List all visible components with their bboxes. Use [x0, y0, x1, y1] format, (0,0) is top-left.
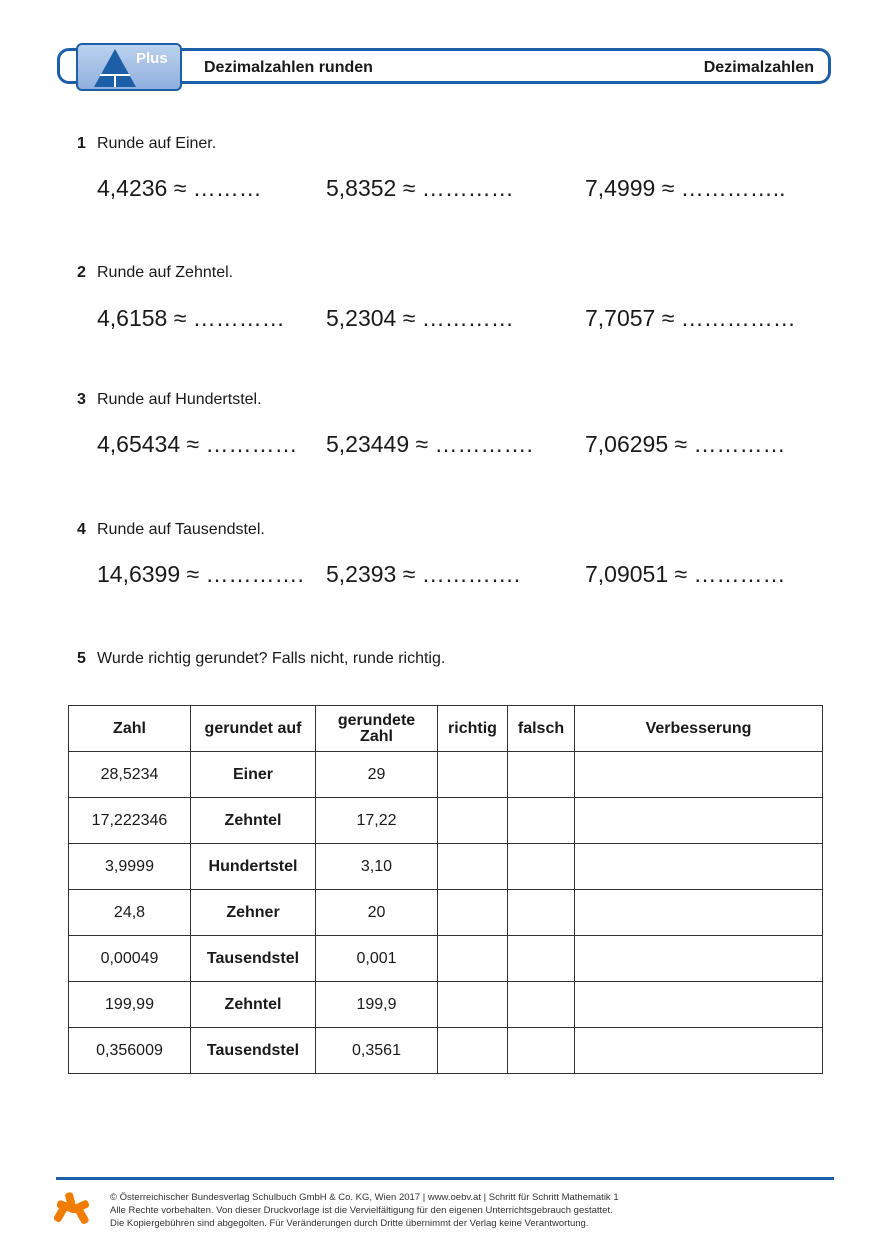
cell-falsch[interactable]	[508, 752, 575, 798]
cell-gerundete-zahl: 17,22	[316, 798, 438, 844]
task-number: 1	[77, 135, 86, 152]
table-row	[69, 752, 823, 798]
task-number: 5	[77, 650, 86, 667]
copyright-notice	[110, 1191, 619, 1230]
header-gerundete-line1: gerundete	[337, 711, 416, 729]
task-4-item-1[interactable]: 14,6399 ≈ ………….	[97, 561, 304, 587]
task-number: 2	[77, 264, 86, 281]
task-number: 4	[77, 521, 86, 538]
cell-gerundet-auf: Zehntel	[191, 982, 316, 1028]
task-4-instruction	[77, 521, 265, 539]
cell-falsch[interactable]	[508, 982, 575, 1028]
cell-richtig[interactable]	[438, 798, 508, 844]
cell-gerundet-auf: Einer	[191, 752, 316, 798]
cell-gerundete-zahl: 3,10	[316, 844, 438, 890]
logo-label: Plus	[136, 50, 168, 67]
table-row	[69, 936, 823, 982]
header-gerundete-zahl	[316, 706, 438, 752]
footer-divider	[56, 1177, 834, 1180]
cell-verbesserung[interactable]	[575, 752, 823, 798]
table-header-row	[69, 706, 823, 752]
cell-gerundet-auf: Zehntel	[191, 798, 316, 844]
cell-zahl: 3,9999	[69, 844, 191, 890]
cell-verbesserung[interactable]	[575, 982, 823, 1028]
cell-verbesserung[interactable]	[575, 1028, 823, 1074]
task-1-instruction	[77, 135, 216, 153]
header-richtig: richtig	[438, 706, 508, 752]
page-title: Dezimalzahlen runden	[204, 59, 373, 76]
copyright-line-1: © Österreichischer Bundesverlag Schulbuch GmbH & Co. KG, Wien 2017 | www.oebv.at | Schritt für Schritt Mathematik 1	[110, 1192, 619, 1203]
cell-zahl: 28,5234	[69, 752, 191, 798]
cell-richtig[interactable]	[438, 936, 508, 982]
plus-logo	[76, 43, 182, 91]
cell-richtig[interactable]	[438, 890, 508, 936]
header-gerundet-auf: gerundet auf	[191, 706, 316, 752]
cell-richtig[interactable]	[438, 752, 508, 798]
header-verbesserung: Verbesserung	[575, 706, 823, 752]
task-4-item-2[interactable]: 5,2393 ≈ ………….	[326, 561, 521, 587]
cell-verbesserung[interactable]	[575, 936, 823, 982]
copyright-line-2: Alle Rechte vorbehalten. Von dieser Druckvorlage ist die Vervielfältigung für den eigenen Unterrichtsgebrauch gestattet.	[110, 1205, 613, 1216]
table-row	[69, 982, 823, 1028]
task-text: Runde auf Einer.	[97, 135, 217, 152]
task-1-item-3[interactable]: 7,4999 ≈ …………..	[585, 175, 786, 201]
cell-verbesserung[interactable]	[575, 890, 823, 936]
task-2-item-3[interactable]: 7,7057 ≈ ……………	[585, 305, 796, 331]
topic-label: Dezimalzahlen	[703, 59, 814, 76]
cell-gerundete-zahl: 0,3561	[316, 1028, 438, 1074]
cell-verbesserung[interactable]	[575, 844, 823, 890]
header-falsch: falsch	[508, 706, 575, 752]
task-text: Runde auf Tausendstel.	[97, 521, 265, 538]
task-3-item-3[interactable]: 7,06295 ≈ …………	[585, 431, 786, 457]
header-gerundete-line2: Zahl	[360, 727, 393, 745]
task-text: Runde auf Hundertstel.	[97, 391, 262, 408]
cell-zahl: 0,00049	[69, 936, 191, 982]
task-number: 3	[77, 391, 86, 408]
table-row	[69, 890, 823, 936]
cell-zahl: 0,356009	[69, 1028, 191, 1074]
task-3-item-2[interactable]: 5,23449 ≈ ………….	[326, 431, 533, 457]
copyright-line-3: Die Kopiergebühren sind abgegolten. Für Veränderungen durch Dritte übernimmt der Verlag keine Verantwortung.	[110, 1218, 589, 1229]
table-row	[69, 1028, 823, 1074]
cell-gerundet-auf: Hundertstel	[191, 844, 316, 890]
cell-gerundete-zahl: 20	[316, 890, 438, 936]
task-text: Runde auf Zehntel.	[97, 264, 234, 281]
cell-falsch[interactable]	[508, 844, 575, 890]
cell-falsch[interactable]	[508, 890, 575, 936]
table-row	[69, 844, 823, 890]
cell-richtig[interactable]	[438, 982, 508, 1028]
cell-gerundet-auf: Zehner	[191, 890, 316, 936]
task-2-item-1[interactable]: 4,6158 ≈ …………	[97, 305, 285, 331]
task-text: Wurde richtig gerundet? Falls nicht, runde richtig.	[97, 650, 446, 667]
cell-gerundete-zahl: 199,9	[316, 982, 438, 1028]
triangle-logo-icon	[92, 47, 138, 89]
cell-zahl: 24,8	[69, 890, 191, 936]
cell-zahl: 199,99	[69, 982, 191, 1028]
task-4-item-3[interactable]: 7,09051 ≈ …………	[585, 561, 786, 587]
task-3-instruction	[77, 391, 262, 409]
cell-verbesserung[interactable]	[575, 798, 823, 844]
header-zahl: Zahl	[69, 706, 191, 752]
cell-gerundet-auf: Tausendstel	[191, 936, 316, 982]
cell-gerundet-auf: Tausendstel	[191, 1028, 316, 1074]
task-2-item-2[interactable]: 5,2304 ≈ …………	[326, 305, 514, 331]
cell-falsch[interactable]	[508, 1028, 575, 1074]
cell-falsch[interactable]	[508, 798, 575, 844]
table-row	[69, 798, 823, 844]
task-1-item-2[interactable]: 5,8352 ≈ …………	[326, 175, 514, 201]
cell-gerundete-zahl: 0,001	[316, 936, 438, 982]
cell-richtig[interactable]	[438, 1028, 508, 1074]
task-1-item-1[interactable]: 4,4236 ≈ ………	[97, 175, 262, 201]
cell-falsch[interactable]	[508, 936, 575, 982]
task-3-item-1[interactable]: 4,65434 ≈ …………	[97, 431, 298, 457]
cell-richtig[interactable]	[438, 844, 508, 890]
cell-gerundete-zahl: 29	[316, 752, 438, 798]
rounding-table	[68, 705, 823, 1074]
cell-zahl: 17,222346	[69, 798, 191, 844]
task-5-instruction	[77, 650, 445, 668]
task-2-instruction	[77, 264, 233, 282]
publisher-star-icon	[54, 1190, 92, 1230]
